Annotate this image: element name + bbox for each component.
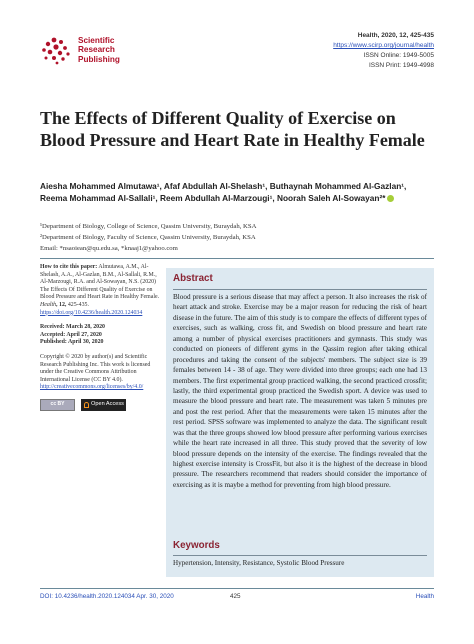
cite-pages: 425-435. [67, 301, 89, 308]
abstract-text: Blood pressure is a serious disease that may affect a person. It also increases the risk of heart attack and stroke. Exercise may be a major reason for reducing the risk of heart disease in the future. The aim of this study is to compare the effects of different types of exercises, such as walking, cross fit, and Swedish on blood pressure and heart rate among a number of physical exercises practitioners and gymnasts. This study was conducted on pioneers of different gyms in the Qassim region after taking ethical procedures and taking the consent of the subjects' members. The subject size is 39 females between 14 - 38 of age. They were divided into three groups; each one had 13 members. The first experimental group practiced walking, the second practiced crossfit; lastly, the third experimental group practiced the Swedish sport. A device was used to measure the blood pressure and heart rate. The measurement was taken 5 minutes pre and post the rest period. After that the measurements were taken 15 minutes after the rest period. SPSS software was implemented to analyze the data. The significant result was that the three groups showed low blood pressure after performing various exercises while the heart rate increased in all three. This study proved that the severity of low blood pressure depends on the intensity of the exercise. The findings revealed that the highest exercise intensity is CrossFit, but also it is the highest of the decrease in blood pressure. The researchers recommend that readers should consider the importance of exercising as it is maybe a method for preventing from high blood pressure. [173, 293, 427, 489]
citation-block [40, 264, 162, 317]
email-line: Email: *nsaoiean@qu.edu.sa, *knaaj1@yahoo.com [40, 245, 178, 253]
journal-url-link[interactable]: https://www.scirp.org/journal/health [333, 42, 434, 49]
license-badges [40, 399, 162, 411]
published-date: Published: April 30, 2020 [40, 339, 104, 346]
cite-label: How to cite this paper: [40, 264, 98, 270]
author-line [40, 192, 440, 204]
article-meta-column [40, 264, 162, 411]
abstract-rule [173, 289, 427, 290]
journal-citation: Health, 2020, 12, 425-435 [357, 32, 434, 39]
issn-print: ISSN Print: 1949-4998 [368, 62, 434, 69]
open-lock-icon [84, 402, 89, 408]
publisher-logo-icon [40, 37, 74, 65]
affiliations [40, 221, 440, 255]
publisher-name [78, 36, 120, 64]
cite-doi-link[interactable]: https://doi.org/10.4236/health.2020.124034 [40, 309, 143, 316]
author-list [40, 180, 440, 204]
author-line-text: Reema Mohammad Al-Sallali¹, Reem Abdullah Al-Marzougi¹, Noorah Saleh Al-Sowayan²* [40, 193, 386, 204]
header-divider [40, 258, 434, 259]
accepted-date: Accepted: April 27, 2020 [40, 331, 102, 338]
paper-title: The Effects of Different Quality of Exercise on Blood Pressure and Heart Rate in Healthy Female [40, 108, 425, 150]
received-date: Received: March 28, 2020 [40, 324, 105, 331]
footer-journal: Health [415, 593, 434, 600]
page-number: 425 [230, 593, 241, 600]
cite-journal: Health [40, 301, 57, 308]
open-access-badge[interactable] [81, 399, 126, 411]
license-link[interactable]: http://creativecommons.org/licenses/by/4.0/ [40, 384, 144, 391]
keywords-text: Hypertension, Intensity, Resistance, Systolic Blood Pressure [173, 559, 345, 567]
copyright-text: Copyright © 2020 by author(s) and Scientific Research Publishing Inc. This work is licensed under the Creative Commons Attribution International License (CC BY 4.0). [40, 353, 151, 383]
journal-info [333, 31, 434, 71]
cc-badge-label: cc BY [50, 401, 65, 408]
dates-block [40, 324, 162, 347]
cc-by-badge-icon[interactable] [40, 399, 75, 411]
orcid-icon[interactable] [387, 195, 394, 202]
publisher-name-line: Scientific [78, 36, 115, 45]
keywords-heading: Keywords [173, 540, 220, 551]
footer-doi: DOI: 10.4236/health.2020.124034 Apr. 30, 2020 [40, 593, 174, 600]
publisher-name-line: Research [78, 45, 115, 55]
footer-divider [40, 588, 434, 589]
open-access-label: Open Access [91, 401, 124, 408]
copyright-block [40, 354, 162, 392]
cite-body: Almutawa, A.M., Al-Shelash, A.A., Al-Gazlan, B.M., Al-Sallali, R.M., Al-Marzougi, R.A. and Al-Sowayan, N.S. (2020) The Effects Of Different Quality of Exercise on Blood Pressure and Heart Rate in Healthy Female. [40, 264, 160, 301]
abstract-heading: Abstract [173, 273, 213, 284]
cite-volume: , 12, [56, 301, 67, 308]
affiliation-line: ²Department of Biology, Faculty of Science, Qassim University, Buraydah, KSA [40, 234, 256, 242]
affiliation-line: ¹Department of Biology, College of Science, Qassim University, Buraydah, KSA [40, 223, 257, 230]
publisher-name-line: Publishing [78, 54, 120, 64]
issn-online: ISSN Online: 1949-5005 [363, 52, 434, 59]
keywords-rule [173, 555, 427, 556]
author-line: Aiesha Mohammed Almutawa¹, Afaf Abdullah Al-Shelash¹, Buthaynah Mohammed Al-Gazlan¹, [40, 181, 407, 191]
